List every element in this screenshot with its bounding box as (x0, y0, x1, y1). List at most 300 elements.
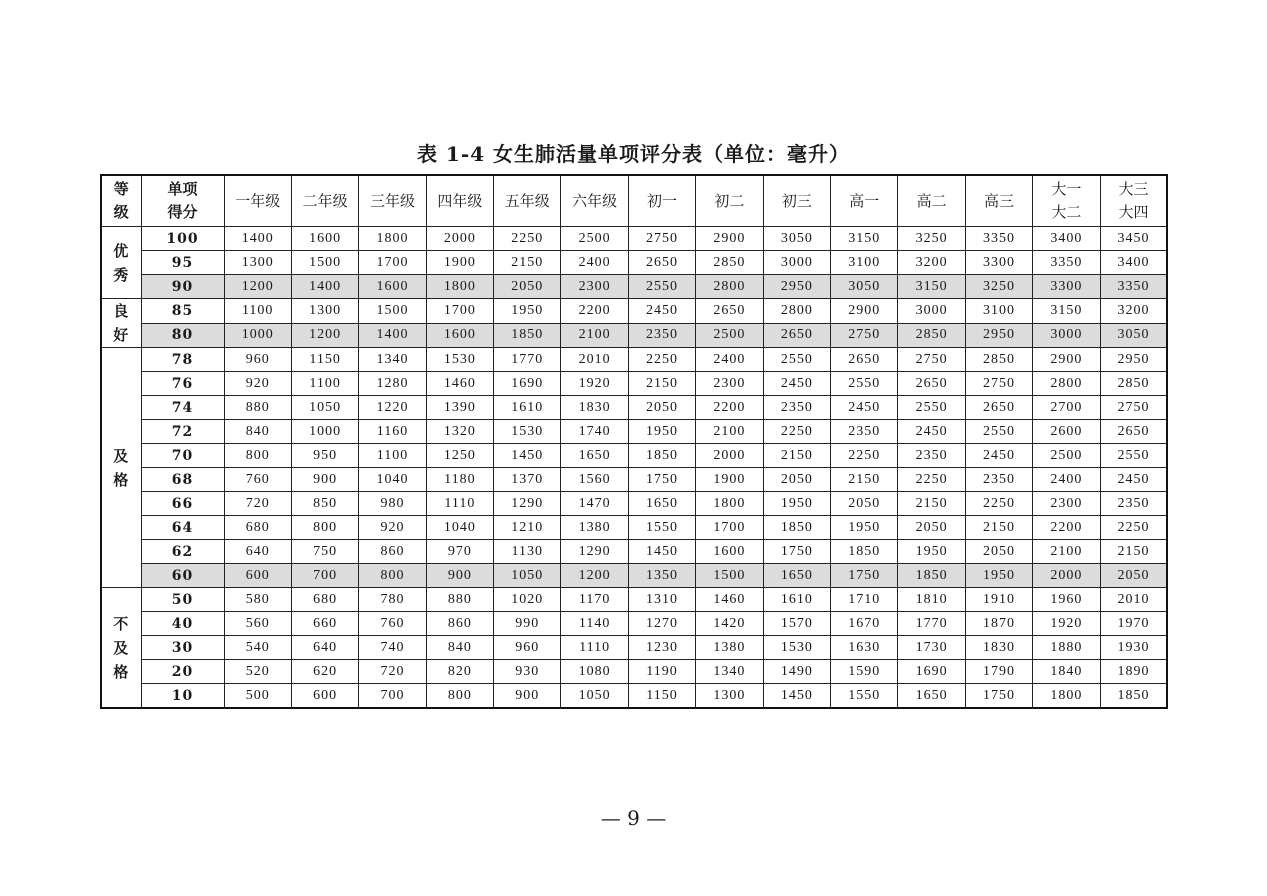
value-cell: 1340 (696, 660, 763, 684)
level-char: 好 (113, 326, 130, 344)
value-cell: 2800 (763, 299, 830, 324)
value-cell: 1460 (426, 372, 493, 396)
value-cell: 3000 (1033, 323, 1100, 348)
value-cell: 1850 (494, 323, 561, 348)
score-cell: 100 (141, 227, 224, 251)
value-cell: 2150 (965, 516, 1032, 540)
value-cell: 2450 (898, 420, 965, 444)
table-row (101, 420, 1167, 444)
header-grade-line: 大三 (1118, 180, 1149, 198)
score-cell: 40 (141, 612, 224, 636)
table-row (101, 564, 1167, 588)
value-cell: 1610 (763, 588, 830, 612)
header-grade (224, 175, 291, 227)
value-cell: 2600 (1033, 420, 1100, 444)
value-cell: 960 (224, 348, 291, 372)
value-cell: 1420 (696, 612, 763, 636)
value-cell: 1890 (1100, 660, 1167, 684)
value-cell: 1340 (359, 348, 426, 372)
header-grade-line: 六年级 (572, 191, 618, 210)
value-cell: 3150 (831, 227, 898, 251)
header-level (101, 175, 141, 227)
value-cell: 1600 (696, 540, 763, 564)
value-cell: 1950 (628, 420, 695, 444)
header-grade (1033, 175, 1100, 227)
value-cell: 3350 (1033, 251, 1100, 275)
level-cell (101, 299, 141, 348)
score-cell: 80 (141, 323, 224, 348)
value-cell: 2010 (1100, 588, 1167, 612)
value-cell: 1500 (291, 251, 358, 275)
header-grade-line: 高三 (983, 191, 1014, 210)
value-cell: 950 (291, 444, 358, 468)
header-grade-line: 大四 (1118, 203, 1149, 221)
value-cell: 1960 (1033, 588, 1100, 612)
value-cell: 580 (224, 588, 291, 612)
value-cell: 1770 (898, 612, 965, 636)
table-row (101, 492, 1167, 516)
header-grade-line: 四年级 (437, 191, 483, 210)
header-grade (561, 175, 628, 227)
level-cell (101, 348, 141, 588)
level-char: 不 (113, 614, 130, 633)
value-cell: 1810 (898, 588, 965, 612)
value-cell: 1290 (561, 540, 628, 564)
value-cell: 2550 (1100, 444, 1167, 468)
header-grade (359, 175, 426, 227)
header-score-line: 得分 (167, 203, 198, 221)
value-cell: 3150 (1033, 299, 1100, 324)
value-cell: 1750 (831, 564, 898, 588)
value-cell: 3100 (831, 251, 898, 275)
value-cell: 2300 (561, 275, 628, 299)
value-cell: 2050 (1100, 564, 1167, 588)
table-row (101, 372, 1167, 396)
value-cell: 2200 (561, 299, 628, 324)
table-row (101, 251, 1167, 275)
table-row (101, 227, 1167, 251)
value-cell: 2650 (965, 396, 1032, 420)
value-cell: 2350 (898, 444, 965, 468)
value-cell: 1830 (965, 636, 1032, 660)
header-grade-line: 初一 (647, 191, 678, 210)
value-cell: 1280 (359, 372, 426, 396)
header-grade (831, 175, 898, 227)
value-cell: 2150 (1100, 540, 1167, 564)
value-cell: 2000 (1033, 564, 1100, 588)
value-cell: 1700 (696, 516, 763, 540)
header-row (101, 175, 1167, 227)
value-cell: 750 (291, 540, 358, 564)
value-cell: 1590 (831, 660, 898, 684)
value-cell: 2050 (628, 396, 695, 420)
table-row (101, 444, 1167, 468)
level-cell (101, 227, 141, 299)
value-cell: 1150 (628, 684, 695, 709)
value-cell: 1950 (494, 299, 561, 324)
value-cell: 2350 (1100, 492, 1167, 516)
table-row (101, 540, 1167, 564)
value-cell: 1650 (628, 492, 695, 516)
header-grade (494, 175, 561, 227)
level-char: 优 (113, 241, 130, 260)
value-cell: 1140 (561, 612, 628, 636)
header-grade (763, 175, 830, 227)
value-cell: 1740 (561, 420, 628, 444)
header-grade-line: 初二 (714, 191, 745, 210)
value-cell: 2900 (1033, 348, 1100, 372)
header-score-line: 单项 (167, 180, 198, 198)
score-cell: 90 (141, 275, 224, 299)
value-cell: 520 (224, 660, 291, 684)
value-cell: 2800 (696, 275, 763, 299)
header-grade (898, 175, 965, 227)
value-cell: 1710 (831, 588, 898, 612)
value-cell: 2150 (494, 251, 561, 275)
value-cell: 2650 (696, 299, 763, 324)
value-cell: 2450 (965, 444, 1032, 468)
value-cell: 540 (224, 636, 291, 660)
value-cell: 2050 (898, 516, 965, 540)
value-cell: 760 (359, 612, 426, 636)
value-cell: 2150 (628, 372, 695, 396)
value-cell: 2350 (965, 468, 1032, 492)
value-cell: 2150 (831, 468, 898, 492)
value-cell: 900 (494, 684, 561, 709)
value-cell: 860 (359, 540, 426, 564)
value-cell: 1320 (426, 420, 493, 444)
value-cell: 2000 (426, 227, 493, 251)
value-cell: 3000 (763, 251, 830, 275)
table-row (101, 660, 1167, 684)
header-level-line: 级 (113, 203, 129, 221)
value-cell: 1920 (561, 372, 628, 396)
value-cell: 2650 (763, 323, 830, 348)
value-cell: 600 (291, 684, 358, 709)
value-cell: 2350 (831, 420, 898, 444)
value-cell: 2250 (898, 468, 965, 492)
value-cell: 2500 (696, 323, 763, 348)
value-cell: 1100 (359, 444, 426, 468)
value-cell: 970 (426, 540, 493, 564)
value-cell: 3400 (1033, 227, 1100, 251)
header-grade-line: 高一 (849, 191, 880, 210)
value-cell: 1450 (494, 444, 561, 468)
score-cell: 76 (141, 372, 224, 396)
table-row (101, 636, 1167, 660)
value-cell: 860 (426, 612, 493, 636)
value-cell: 2500 (1033, 444, 1100, 468)
header-grade-line: 初三 (781, 191, 812, 210)
value-cell: 1150 (291, 348, 358, 372)
value-cell: 1790 (965, 660, 1032, 684)
value-cell: 2450 (628, 299, 695, 324)
table-row (101, 348, 1167, 372)
score-cell: 64 (141, 516, 224, 540)
value-cell: 1300 (696, 684, 763, 709)
header-level-line: 等 (113, 180, 129, 198)
value-cell: 1310 (628, 588, 695, 612)
value-cell: 2900 (831, 299, 898, 324)
value-cell: 1230 (628, 636, 695, 660)
value-cell: 1650 (561, 444, 628, 468)
value-cell: 1380 (696, 636, 763, 660)
value-cell: 1220 (359, 396, 426, 420)
value-cell: 1600 (291, 227, 358, 251)
header-grade-line: 高二 (916, 191, 947, 210)
value-cell: 1690 (898, 660, 965, 684)
value-cell: 700 (359, 684, 426, 709)
value-cell: 1600 (359, 275, 426, 299)
value-cell: 2900 (696, 227, 763, 251)
value-cell: 2450 (831, 396, 898, 420)
score-cell: 10 (141, 684, 224, 709)
value-cell: 2010 (561, 348, 628, 372)
value-cell: 1490 (763, 660, 830, 684)
table-row (101, 684, 1167, 709)
value-cell: 2650 (628, 251, 695, 275)
value-cell: 800 (359, 564, 426, 588)
value-cell: 3200 (898, 251, 965, 275)
value-cell: 2750 (898, 348, 965, 372)
value-cell: 1950 (965, 564, 1032, 588)
value-cell: 1400 (224, 227, 291, 251)
value-cell: 1210 (494, 516, 561, 540)
value-cell: 1750 (628, 468, 695, 492)
value-cell: 3250 (965, 275, 1032, 299)
value-cell: 660 (291, 612, 358, 636)
value-cell: 880 (224, 396, 291, 420)
page-number: — 9 — (600, 806, 667, 830)
value-cell: 900 (426, 564, 493, 588)
value-cell: 1850 (763, 516, 830, 540)
value-cell: 2950 (763, 275, 830, 299)
value-cell: 1080 (561, 660, 628, 684)
score-cell: 85 (141, 299, 224, 324)
table-row (101, 468, 1167, 492)
value-cell: 1900 (696, 468, 763, 492)
score-cell: 50 (141, 588, 224, 612)
value-cell: 680 (291, 588, 358, 612)
value-cell: 2250 (831, 444, 898, 468)
value-cell: 600 (224, 564, 291, 588)
value-cell: 920 (224, 372, 291, 396)
value-cell: 1870 (965, 612, 1032, 636)
score-cell: 72 (141, 420, 224, 444)
table-row (101, 588, 1167, 612)
table-row (101, 323, 1167, 348)
value-cell: 1690 (494, 372, 561, 396)
value-cell: 1700 (426, 299, 493, 324)
header-score (141, 175, 224, 227)
header-grade (1100, 175, 1167, 227)
value-cell: 2750 (965, 372, 1032, 396)
value-cell: 1800 (426, 275, 493, 299)
value-cell: 2650 (1100, 420, 1167, 444)
value-cell: 1850 (898, 564, 965, 588)
value-cell: 840 (224, 420, 291, 444)
value-cell: 3200 (1100, 299, 1167, 324)
value-cell: 2700 (1033, 396, 1100, 420)
value-cell: 2350 (763, 396, 830, 420)
value-cell: 1500 (696, 564, 763, 588)
level-char: 及 (113, 638, 130, 657)
value-cell: 640 (224, 540, 291, 564)
value-cell: 720 (359, 660, 426, 684)
level-char: 良 (113, 302, 130, 320)
value-cell: 1450 (763, 684, 830, 709)
value-cell: 680 (224, 516, 291, 540)
value-cell: 720 (224, 492, 291, 516)
value-cell: 1630 (831, 636, 898, 660)
value-cell: 2550 (628, 275, 695, 299)
value-cell: 1180 (426, 468, 493, 492)
value-cell: 3300 (1033, 275, 1100, 299)
value-cell: 1300 (224, 251, 291, 275)
score-cell: 95 (141, 251, 224, 275)
value-cell: 1920 (1033, 612, 1100, 636)
value-cell: 2550 (898, 396, 965, 420)
value-cell: 2850 (965, 348, 1032, 372)
score-cell: 30 (141, 636, 224, 660)
value-cell: 2550 (965, 420, 1032, 444)
value-cell: 1110 (426, 492, 493, 516)
value-cell: 980 (359, 492, 426, 516)
value-cell: 1910 (965, 588, 1032, 612)
value-cell: 1970 (1100, 612, 1167, 636)
value-cell: 3400 (1100, 251, 1167, 275)
value-cell: 1800 (359, 227, 426, 251)
value-cell: 1100 (291, 372, 358, 396)
value-cell: 2150 (898, 492, 965, 516)
value-cell: 1350 (628, 564, 695, 588)
header-grade-line: 一年级 (235, 191, 281, 210)
value-cell: 1850 (1100, 684, 1167, 709)
value-cell: 2050 (965, 540, 1032, 564)
value-cell: 2000 (696, 444, 763, 468)
value-cell: 1400 (291, 275, 358, 299)
value-cell: 1530 (494, 420, 561, 444)
value-cell: 700 (291, 564, 358, 588)
value-cell: 3050 (1100, 323, 1167, 348)
header-grade-line: 大一 (1051, 180, 1082, 198)
value-cell: 2500 (561, 227, 628, 251)
value-cell: 2300 (1033, 492, 1100, 516)
table-row (101, 396, 1167, 420)
value-cell: 880 (426, 588, 493, 612)
value-cell: 2150 (763, 444, 830, 468)
value-cell: 1130 (494, 540, 561, 564)
value-cell: 2800 (1033, 372, 1100, 396)
header-grade (291, 175, 358, 227)
value-cell: 930 (494, 660, 561, 684)
score-cell: 78 (141, 348, 224, 372)
header-grade-line: 二年级 (302, 191, 348, 210)
value-cell: 1200 (224, 275, 291, 299)
header-grade (696, 175, 763, 227)
table-row (101, 516, 1167, 540)
value-cell: 1270 (628, 612, 695, 636)
value-cell: 3050 (763, 227, 830, 251)
value-cell: 1370 (494, 468, 561, 492)
score-cell: 68 (141, 468, 224, 492)
value-cell: 2850 (1100, 372, 1167, 396)
value-cell: 900 (291, 468, 358, 492)
value-cell: 1110 (561, 636, 628, 660)
level-char: 秀 (113, 265, 130, 284)
value-cell: 2450 (1100, 468, 1167, 492)
value-cell: 1550 (831, 684, 898, 709)
value-cell: 2400 (696, 348, 763, 372)
value-cell: 2100 (561, 323, 628, 348)
value-cell: 1650 (763, 564, 830, 588)
value-cell: 620 (291, 660, 358, 684)
value-cell: 2300 (696, 372, 763, 396)
value-cell: 2750 (831, 323, 898, 348)
value-cell: 1300 (291, 299, 358, 324)
table-title: 表 1-4 女生肺活量单项评分表（单位：毫升） (416, 142, 851, 166)
value-cell: 1730 (898, 636, 965, 660)
value-cell: 1160 (359, 420, 426, 444)
value-cell: 3350 (965, 227, 1032, 251)
value-cell: 1050 (561, 684, 628, 709)
value-cell: 2950 (1100, 348, 1167, 372)
value-cell: 990 (494, 612, 561, 636)
value-cell: 2250 (965, 492, 1032, 516)
value-cell: 820 (426, 660, 493, 684)
value-cell: 1100 (224, 299, 291, 324)
value-cell: 2550 (831, 372, 898, 396)
value-cell: 2650 (831, 348, 898, 372)
value-cell: 1700 (359, 251, 426, 275)
value-cell: 1930 (1100, 636, 1167, 660)
value-cell: 1850 (831, 540, 898, 564)
value-cell: 1040 (359, 468, 426, 492)
level-cell (101, 588, 141, 709)
value-cell: 1380 (561, 516, 628, 540)
value-cell: 2200 (1033, 516, 1100, 540)
vital-capacity-score-table (100, 174, 1168, 709)
value-cell: 2250 (763, 420, 830, 444)
value-cell: 1500 (359, 299, 426, 324)
value-cell: 1000 (291, 420, 358, 444)
value-cell: 1170 (561, 588, 628, 612)
table-row (101, 275, 1167, 299)
value-cell: 640 (291, 636, 358, 660)
value-cell: 2050 (831, 492, 898, 516)
value-cell: 1290 (494, 492, 561, 516)
header-grade (426, 175, 493, 227)
value-cell: 3250 (898, 227, 965, 251)
value-cell: 740 (359, 636, 426, 660)
header-grade-line: 大二 (1051, 203, 1082, 221)
value-cell: 1840 (1033, 660, 1100, 684)
value-cell: 3000 (898, 299, 965, 324)
value-cell: 1770 (494, 348, 561, 372)
value-cell: 1950 (763, 492, 830, 516)
table-row (101, 612, 1167, 636)
header-grade-line: 三年级 (369, 191, 415, 210)
value-cell: 800 (426, 684, 493, 709)
value-cell: 2750 (1100, 396, 1167, 420)
level-char: 及 (113, 446, 130, 465)
level-char: 格 (113, 662, 130, 681)
value-cell: 1900 (426, 251, 493, 275)
table-row (101, 299, 1167, 324)
value-cell: 2650 (898, 372, 965, 396)
value-cell: 2100 (696, 420, 763, 444)
value-cell: 1750 (965, 684, 1032, 709)
